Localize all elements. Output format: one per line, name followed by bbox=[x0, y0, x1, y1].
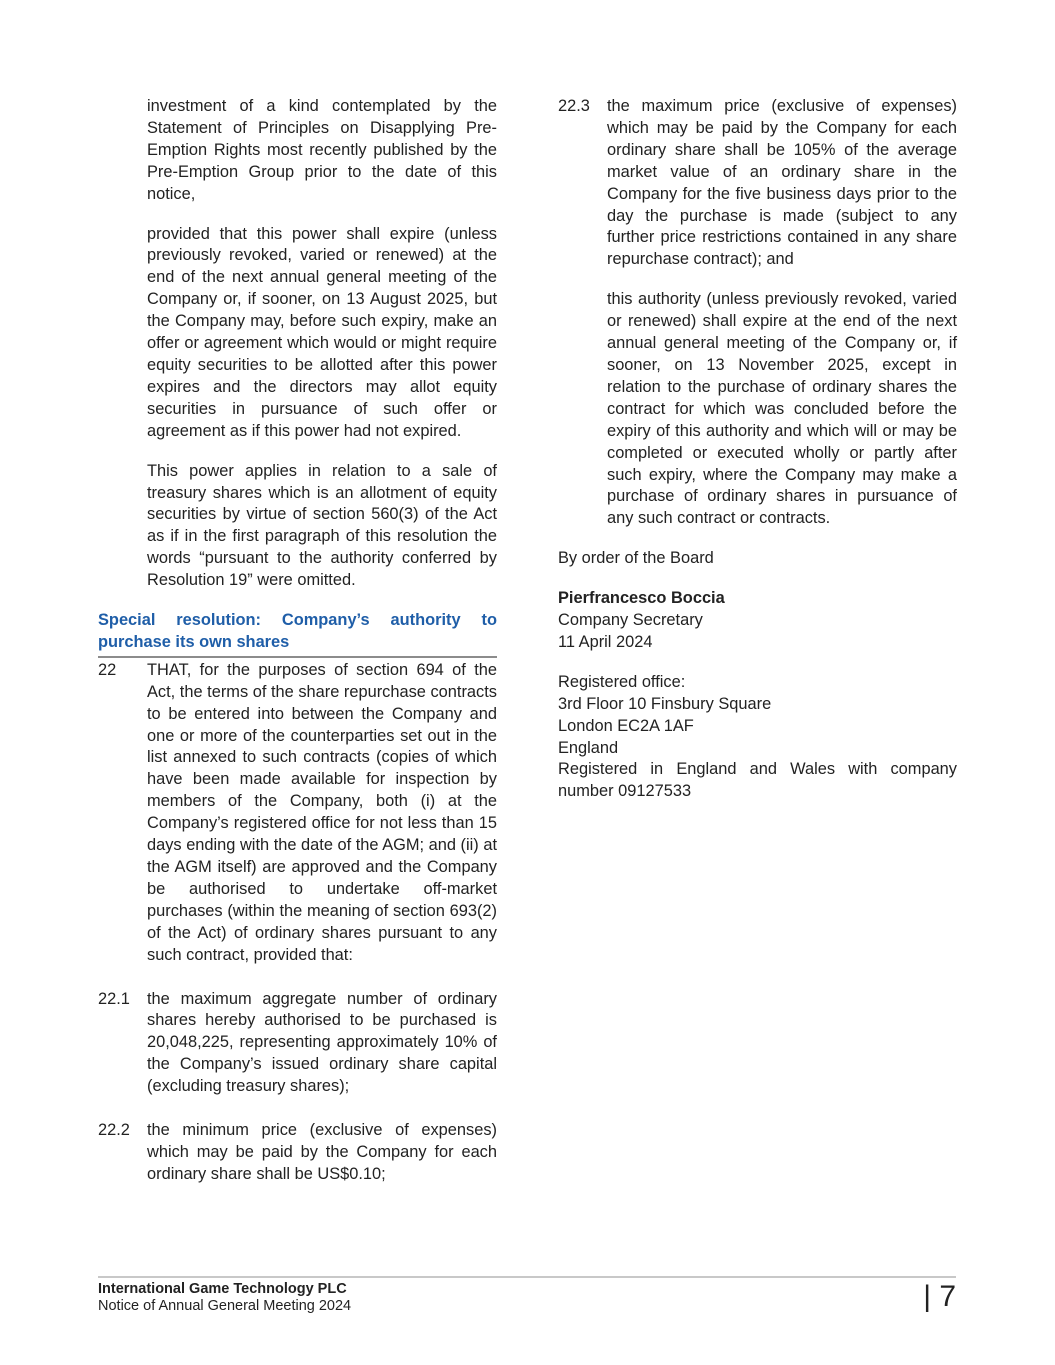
registration-details: Registered in England and Wales with company number 09127533 bbox=[558, 760, 957, 801]
resolution-number: 22.3 bbox=[558, 97, 590, 115]
registered-office-block bbox=[558, 672, 957, 803]
resolution-text: the maximum aggregate number of ordinary shares hereby authorised to be purchased is 20,048,225, representing approximately 10% of the Company’s issued ordinary share capital (excluding treasury shares); bbox=[147, 989, 497, 1096]
continued-paragraph: investment of a kind contemplated by the Statement of Principles on Disapplying Pre-Emption Rights most recently published by the Pre-Emption Group prior to the date of this notice, bbox=[147, 97, 497, 203]
resolution-number: 22.1 bbox=[98, 989, 130, 1008]
resolution-number: 22.2 bbox=[98, 1121, 130, 1140]
footer-company: International Game Technology PLC bbox=[98, 1281, 347, 1297]
signature-block bbox=[558, 588, 957, 654]
resolution-22-1 bbox=[98, 989, 497, 1099]
left-column bbox=[98, 96, 497, 1186]
right-column bbox=[558, 96, 957, 803]
authority-expiry-paragraph: this authority (unless previously revoked, varied or renewed) shall expire at the end of the next annual general meeting of the Company or, if sooner, on 13 November 2025, except in relation to the purchase of ordinary shares the contract for which was concluded before the expiry of this authority and which will or may be completed or executed wholly or partly after such expiry, where the Company may make a purchase of ordinary shares in pursuance of any such contract or contracts. bbox=[607, 290, 957, 528]
resolution-text: the maximum price (exclusive of expenses) which may be paid by the Company for each ordinary share shall be 105% of the average market value of an ordinary share in the Company for the five business days prior to the day the purchase is made (subject to any further price restrictions contained in any share repurchase contract); and bbox=[607, 97, 957, 269]
address-line: 3rd Floor 10 Finsbury Square bbox=[558, 694, 772, 713]
resolution-22 bbox=[98, 660, 497, 967]
signatory-title: Company Secretary bbox=[558, 611, 703, 630]
notice-date: 11 April 2024 bbox=[558, 632, 653, 651]
resolution-22-2 bbox=[98, 1120, 497, 1186]
proviso-paragraph: provided that this power shall expire (unless previously revoked, varied or renewed) at the end of the next annual general meeting of the Company or, if sooner, on 13 August 2025, but the Company may, before such expiry, make an offer or agreement which would or might require equity securities to be allotted after this power expires and the directors may allot equity securities in pursuance of such offer or agreement as if this power had not expired. bbox=[147, 224, 497, 440]
footer-document-title: Notice of Annual General Meeting 2024 bbox=[98, 1298, 352, 1314]
office-label: Registered office: bbox=[558, 672, 686, 691]
signatory-name: Pierfrancesco Boccia bbox=[558, 589, 725, 608]
page-number: | 7 bbox=[923, 1280, 956, 1313]
resolution-text: the minimum price (exclusive of expenses) which may be paid by the Company for each ordinary share shall be US$0.10; bbox=[147, 1121, 497, 1183]
address-line: London EC2A 1AF bbox=[558, 716, 694, 735]
resolution-text: THAT, for the purposes of section 694 of the Act, the terms of the share repurchase contracts to be entered into between the Company and one or more of the counterparties set out in the list annexed to such contracts (copies of which have been made available for inspection by members of the Company, both (i) at the Company’s registered office for not less than 15 days ending with the date of the AGM; and (ii) at the AGM itself) are approved and the Company be authorised to undertake off-market purchases (within the meaning of section 693(2) of the Act) of ordinary shares pursuant to any such contract, provided that: bbox=[147, 660, 497, 964]
address-line: England bbox=[558, 738, 619, 757]
by-order-line: By order of the Board bbox=[558, 549, 714, 568]
footer-divider bbox=[98, 1276, 956, 1278]
footer bbox=[98, 1281, 351, 1315]
treasury-shares-paragraph: This power applies in relation to a sale of treasury shares which is an allotment of equity securities by virtue of section 560(3) of the Act as if in the first paragraph of this resolution the words “pursuant to the authority conferred by Resolution 19” were omitted. bbox=[147, 461, 497, 590]
resolution-22-3 bbox=[558, 96, 957, 271]
resolution-number: 22 bbox=[98, 660, 117, 679]
section-heading: Special resolution: Company’s authority to purchase its own shares bbox=[98, 610, 497, 658]
